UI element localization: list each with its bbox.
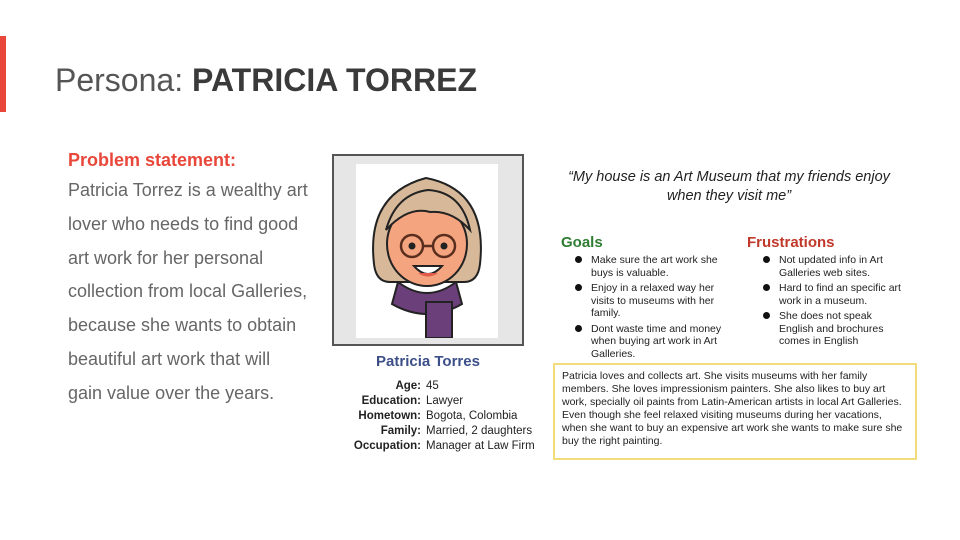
- detail-row-family: [342, 424, 535, 439]
- frustration-item: Hard to find an specific art work in a museum.: [759, 282, 909, 307]
- accent-bar: [0, 36, 6, 112]
- problem-label: Problem statement:: [68, 150, 237, 170]
- title-prefix: Persona:: [55, 62, 192, 98]
- frustrations-list: [759, 254, 909, 351]
- portrait-card: [356, 164, 498, 338]
- detail-value: Lawyer: [426, 395, 464, 407]
- problem-statement: [68, 146, 308, 411]
- detail-row-occupation: [342, 439, 535, 454]
- frustration-item: Not updated info in Art Galleries web sites.: [759, 254, 909, 279]
- persona-name: Patricia Torres: [376, 353, 480, 370]
- goal-item: Dont waste time and money when buying art work in Art Galleries.: [571, 323, 731, 361]
- detail-value: Manager at Law Firm: [426, 440, 535, 452]
- detail-row-education: [342, 394, 535, 409]
- persona-quote: “My house is an Art Museum that my friends enjoy when they visit me”: [568, 169, 890, 204]
- goal-item: Enjoy in a relaxed way her visits to museums with her family.: [571, 282, 731, 320]
- persona-details: [342, 379, 535, 454]
- goals-heading: Goals: [561, 234, 603, 251]
- detail-key: Age:: [395, 380, 421, 392]
- detail-value: Bogota, Colombia: [426, 410, 518, 422]
- problem-text: Patricia Torrez is a wealthy art lover who needs to find good art work for her personal collection from local Galleries, because she wants to obtain beautiful art work that will gain value over the years.: [68, 180, 308, 403]
- detail-key: Occupation:: [353, 440, 421, 452]
- frustration-item: She does not speak English and brochures comes in English: [759, 310, 909, 348]
- detail-row-age: [342, 379, 535, 394]
- frustrations-heading: Frustrations: [747, 234, 835, 251]
- detail-value: 45: [426, 380, 439, 392]
- detail-key: Family:: [380, 425, 421, 437]
- slide-title: [55, 62, 477, 99]
- detail-value: Married, 2 daughters: [426, 425, 533, 437]
- goals-list: [571, 254, 731, 363]
- title-name: PATRICIA TORREZ: [191, 62, 477, 98]
- goal-item: Make sure the art work she buys is valuable.: [571, 254, 731, 279]
- detail-key: Hometown:: [358, 410, 421, 422]
- woman-avatar-icon: [356, 164, 498, 338]
- portrait-frame: [332, 154, 524, 346]
- detail-row-hometown: [342, 409, 535, 424]
- detail-key: Education:: [361, 395, 421, 407]
- persona-bio: Patricia loves and collects art. She visits museums with her family members. She loves impressionism painters. She also likes to buy art work, specially oil paints from Latin-American artists in local Art Galleries. Even though she feel relaxed visiting museums during her vacations, when she want to buy an expensive art work she wants to make sure she buy the right painting.: [553, 363, 917, 460]
